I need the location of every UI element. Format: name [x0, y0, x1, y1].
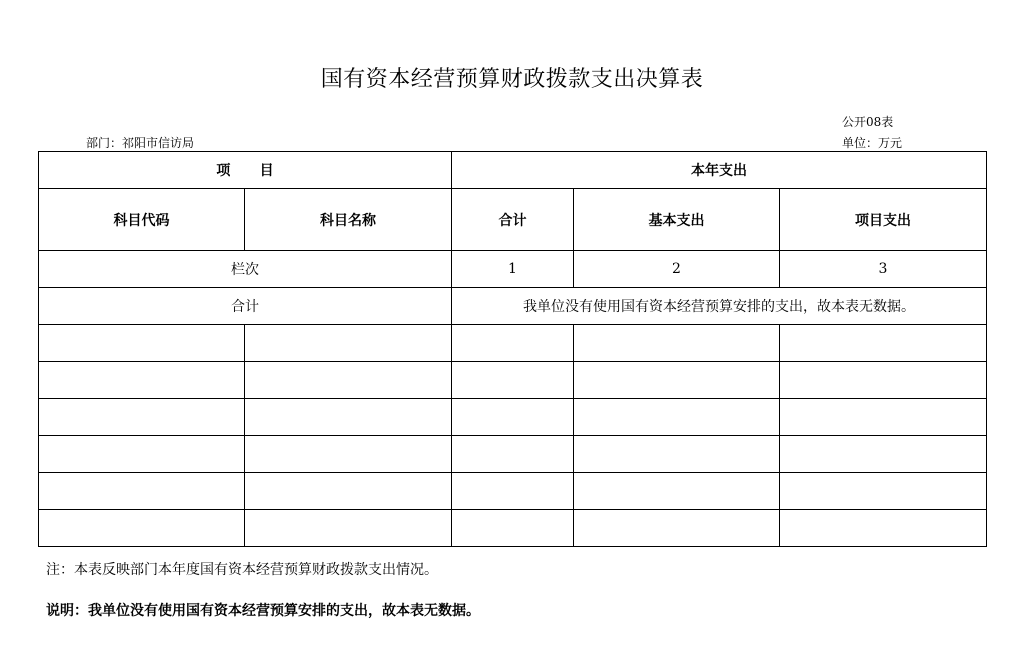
empty-cell — [574, 436, 780, 473]
col-total: 合计 — [452, 189, 574, 251]
empty-cell — [245, 325, 452, 362]
empty-cell — [574, 473, 780, 510]
empty-cell — [452, 473, 574, 510]
unit-label: 单位：万元 — [842, 136, 903, 150]
empty-cell — [452, 325, 574, 362]
header-item: 项 目 — [39, 152, 452, 189]
total-message: 我单位没有使用国有资本经营预算安排的支出，故本表无数据。 — [452, 288, 987, 325]
empty-cell — [780, 325, 987, 362]
form-number: 公开08表 — [842, 115, 894, 129]
empty-cell — [574, 362, 780, 399]
table-row — [39, 436, 987, 473]
table-row — [39, 510, 987, 547]
empty-cell — [245, 399, 452, 436]
empty-cell — [574, 510, 780, 547]
footer-description: 说明：我单位没有使用国有资本经营预算安排的支出，故本表无数据。 — [46, 603, 480, 619]
empty-cell — [39, 473, 245, 510]
column-index-label: 栏次 — [39, 251, 452, 288]
footer-note: 注：本表反映部门本年度国有资本经营预算财政拨款支出情况。 — [46, 562, 438, 578]
col-project-expense: 项目支出 — [780, 189, 987, 251]
empty-cell — [245, 510, 452, 547]
col-basic-expense: 基本支出 — [574, 189, 780, 251]
column-index-3: 3 — [780, 251, 987, 288]
header-row-main — [39, 152, 987, 189]
table-row — [39, 362, 987, 399]
expenditure-table — [38, 151, 987, 547]
col-subject-code: 科目代码 — [39, 189, 245, 251]
empty-cell — [245, 473, 452, 510]
column-index-1: 1 — [452, 251, 574, 288]
empty-cell — [780, 436, 987, 473]
total-label: 合计 — [39, 288, 452, 325]
table-row — [39, 325, 987, 362]
empty-cell — [39, 399, 245, 436]
column-index-row — [39, 251, 987, 288]
empty-cell — [39, 436, 245, 473]
empty-cell — [780, 362, 987, 399]
empty-cell — [452, 399, 574, 436]
empty-cell — [452, 510, 574, 547]
column-index-2: 2 — [574, 251, 780, 288]
empty-cell — [245, 436, 452, 473]
empty-cell — [574, 399, 780, 436]
header-year-expense: 本年支出 — [452, 152, 987, 189]
header-row-sub — [39, 189, 987, 251]
total-row — [39, 288, 987, 325]
empty-cell — [574, 325, 780, 362]
empty-cell — [39, 510, 245, 547]
empty-cell — [780, 399, 987, 436]
table-row — [39, 473, 987, 510]
department-label: 部门：祁阳市信访局 — [86, 136, 195, 150]
table-row — [39, 399, 987, 436]
col-subject-name: 科目名称 — [245, 189, 452, 251]
empty-cell — [452, 436, 574, 473]
empty-cell — [780, 510, 987, 547]
empty-cell — [452, 362, 574, 399]
empty-cell — [245, 362, 452, 399]
empty-cell — [39, 325, 245, 362]
empty-cell — [39, 362, 245, 399]
empty-cell — [780, 473, 987, 510]
page-title: 国有资本经营预算财政拨款支出决算表 — [320, 67, 704, 92]
